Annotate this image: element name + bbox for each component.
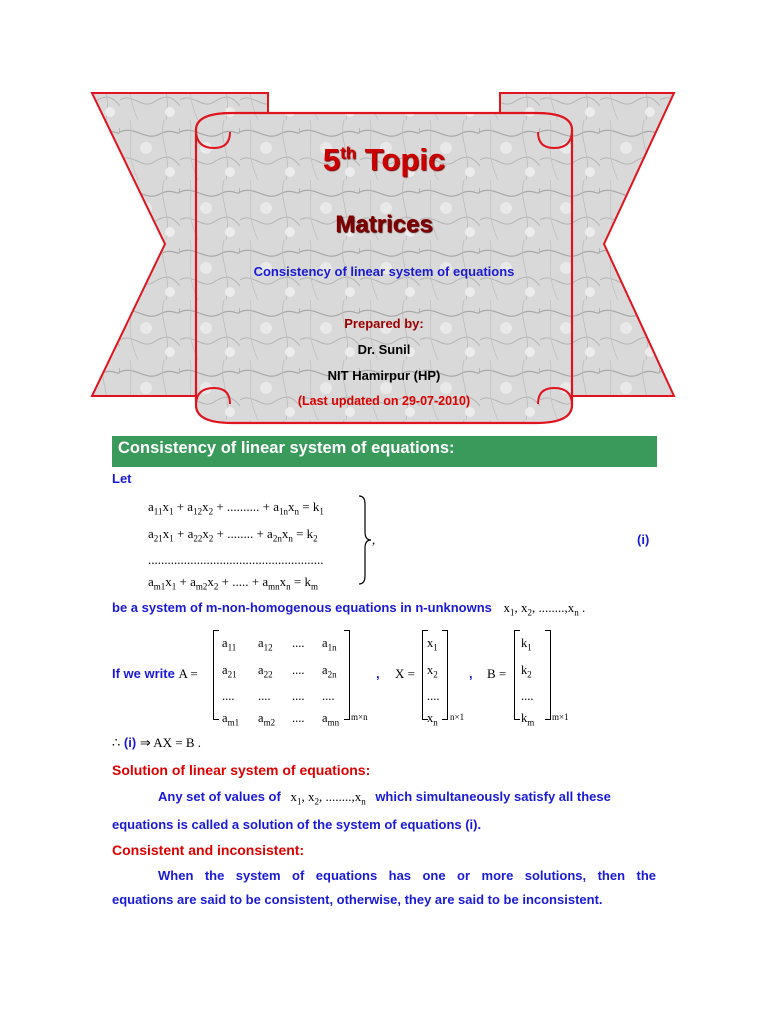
topic-title: 5th Topic [322, 142, 446, 177]
matrix-a: $a_{11}$ $a_{12}$ .... $a_{1n}$ $a_{21}$ $a_{22}$ .... $a_{2n}$ .... .... .... .... $a_{m1}$ $a_{m2}$ .... $a_{mn}$ [222, 636, 340, 728]
implies-line: ∴ (i) ⇒ AX = B . [112, 735, 202, 750]
prepared-by: Prepared by: [344, 316, 424, 331]
author-name: Dr. Sunil [357, 342, 411, 357]
equation-number: (i) [637, 532, 650, 547]
last-updated: (Last updated on 29-07-2010) [297, 394, 471, 408]
solution-text-line2: equations is called a solution of the system of equations (i). [112, 817, 482, 832]
section-heading-bar [112, 436, 657, 467]
equation-system: $a_{11}x_1 + a_{12}x_2$ + .......... + $a_{1n}x_n = k_1$ $a_{21}x_1 + a_{22}x_2$ + ........ + $a_{2n}x_n = k_2$ ...................................................... $a_{m1}x_1 + a_{m2}x_2$ + ..... + $a_{mn}x_n = k_m$ [148, 499, 324, 592]
section-heading: Consistency of linear system of equations: [118, 439, 455, 457]
solution-text-line1: Any set of values of $x_1$, $x_2$, $........,x_n$ which simultaneously satisfy all these [158, 789, 611, 807]
matrix-x: $x_1$ $x_2$ .... $x_n$ [427, 636, 440, 728]
system-sentence: be a system of m-non-homogenous equations in n-unknowns $x_1$, $x_2$, $........,x_n$ . [112, 600, 586, 618]
let-label: Let [112, 471, 132, 486]
subject-title: Matrices [335, 211, 433, 238]
if-we-write: If we write A = [112, 666, 198, 681]
consistent-heading: Consistent and inconsistent: [112, 842, 305, 858]
matrix-b: $k_1$ $k_2$ .... $k_m$ [521, 636, 535, 728]
solution-heading: Solution of linear system of equations: [112, 762, 371, 778]
institute-name: NIT Hamirpur (HP) [327, 368, 441, 383]
consistent-text-line1: When the system of equations has one or more solutions, then the [158, 868, 656, 883]
banner-subtitle: Consistency of linear system of equations [253, 264, 515, 279]
consistent-text-line2: equations are said to be consistent, otherwise, they are said to be inconsistent. [112, 892, 603, 907]
